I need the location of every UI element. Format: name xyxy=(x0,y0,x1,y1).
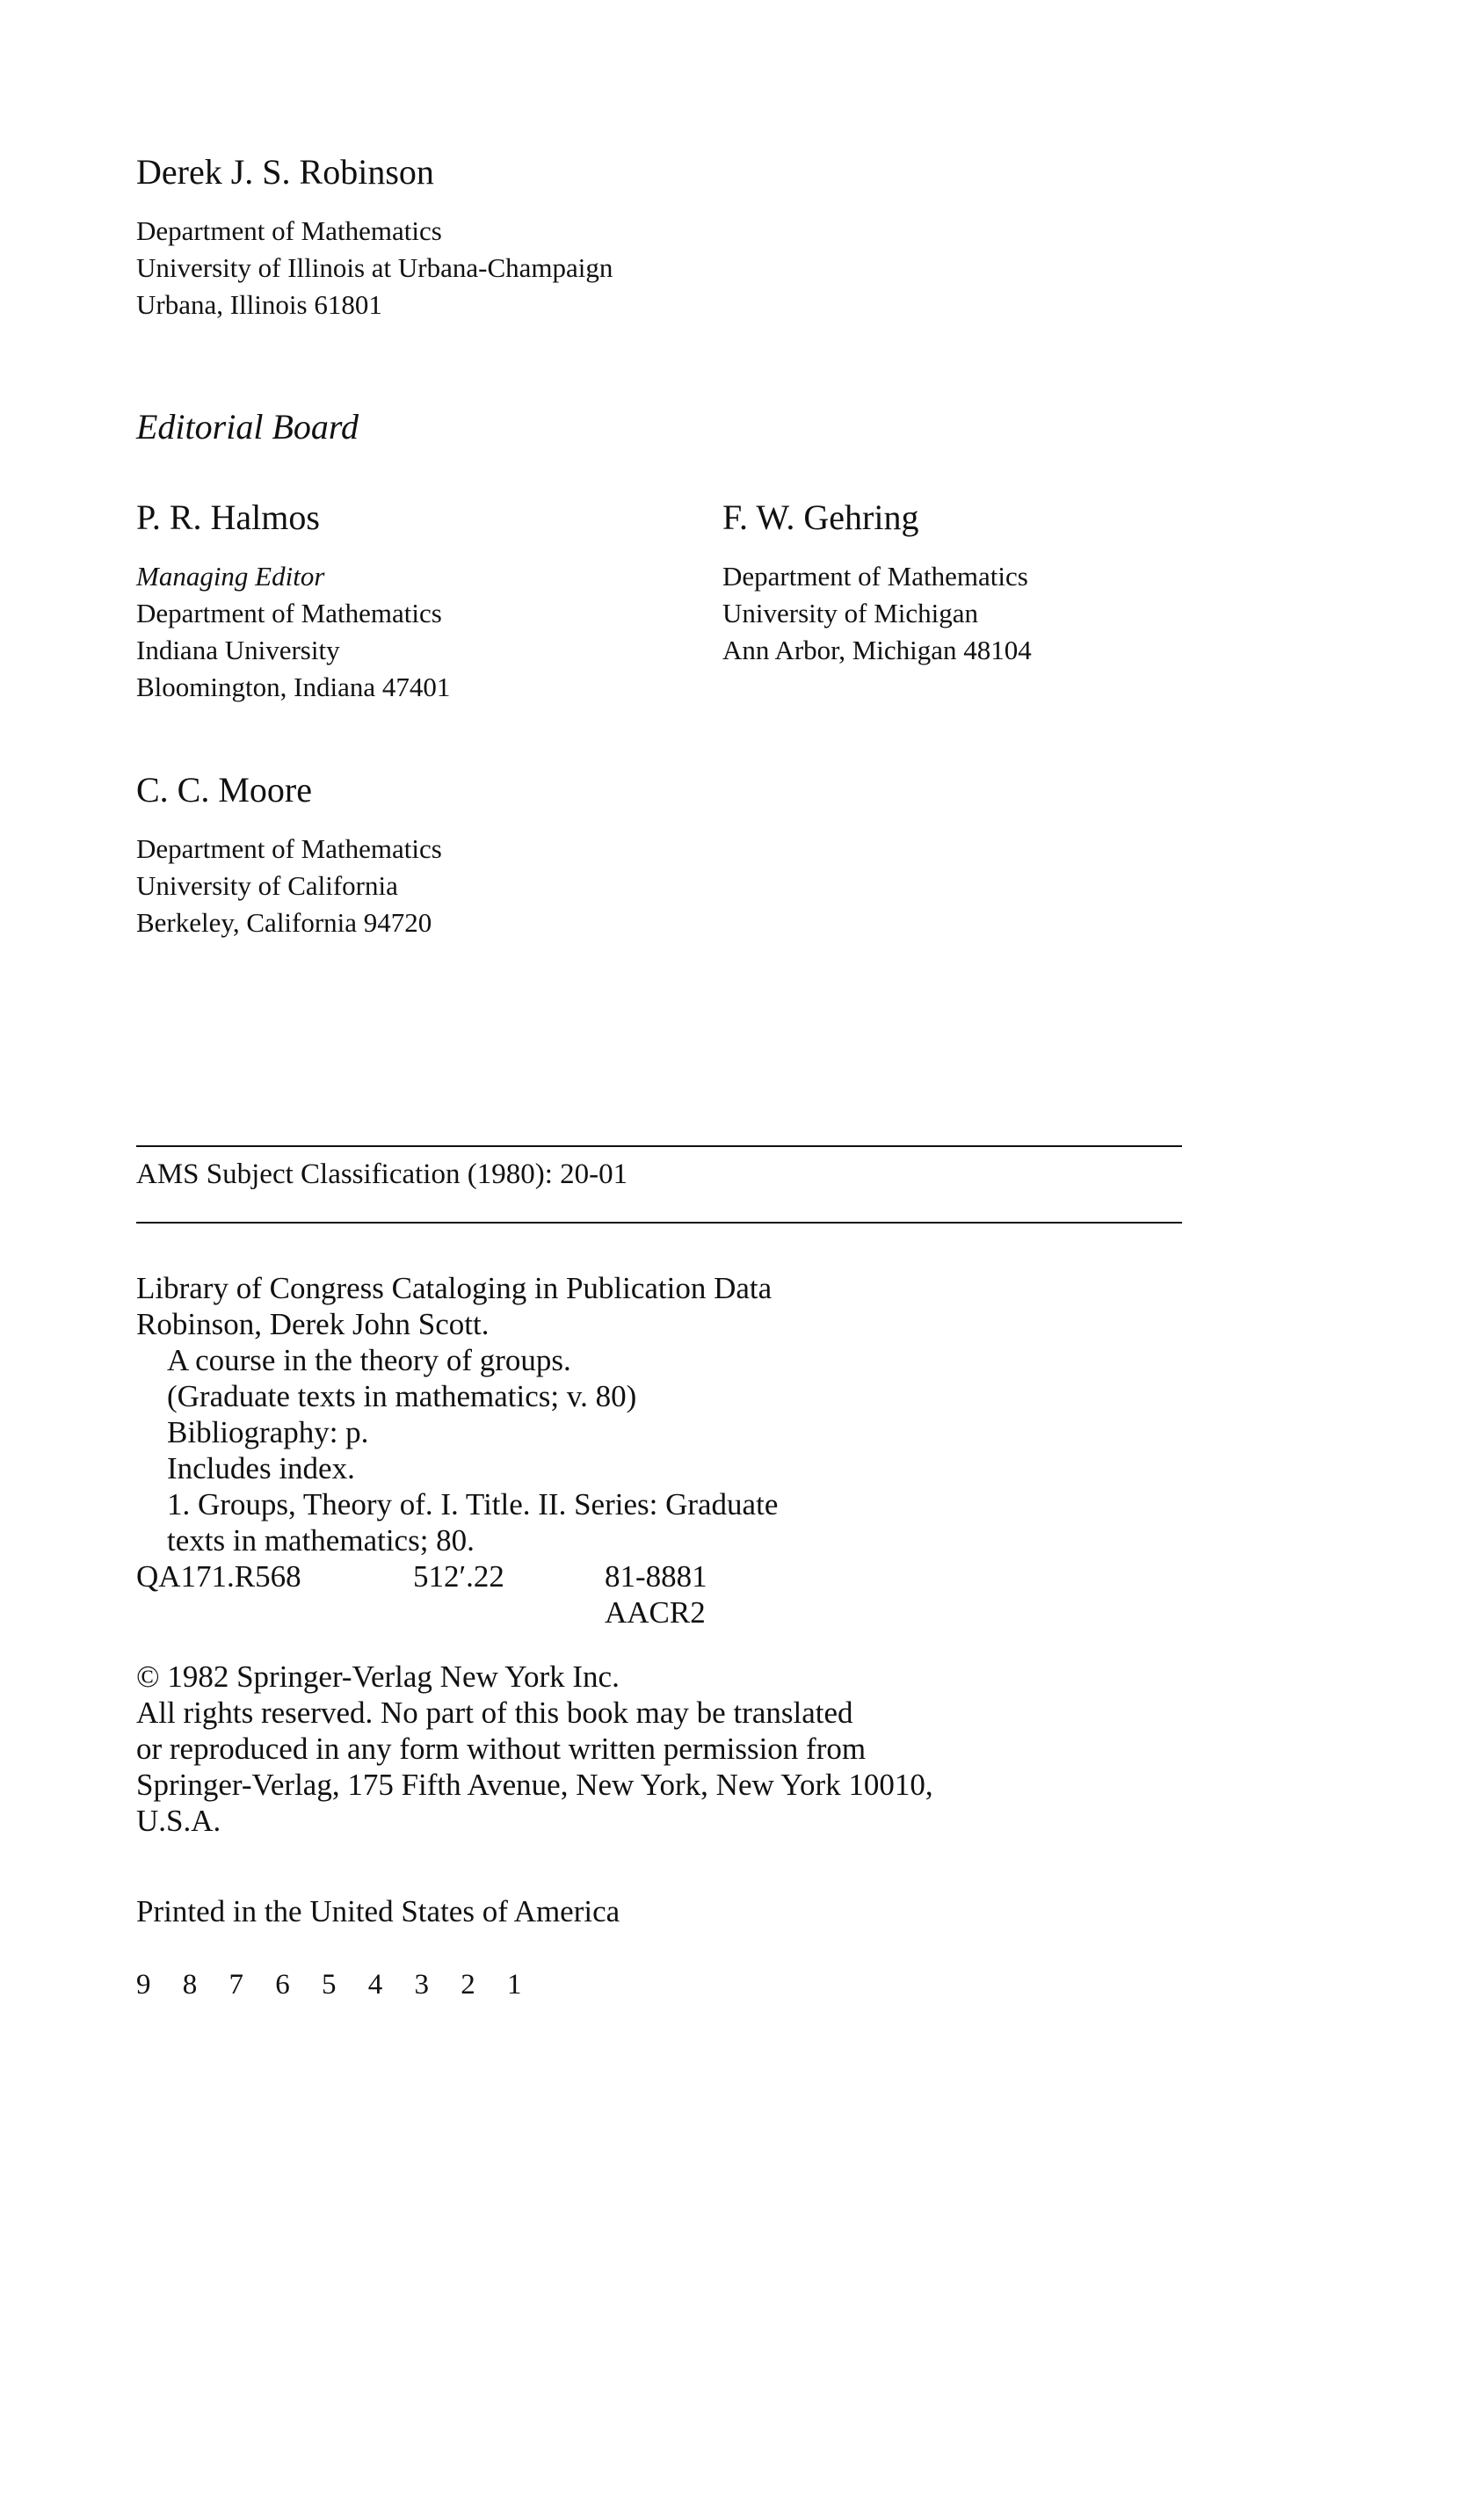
ams-classification: AMS Subject Classification (1980): 20-01 xyxy=(136,1158,628,1190)
copyright-line: © 1982 Springer-Verlag New York Inc. xyxy=(136,1659,620,1694)
editor-role: Managing Editor xyxy=(136,561,325,592)
address-line: Urbana, Illinois 61801 xyxy=(136,289,382,320)
address-line: Indiana University xyxy=(136,635,340,665)
printing-line: 9 8 7 6 5 4 3 2 1 xyxy=(136,1969,534,2001)
copyright-line: All rights reserved. No part of this book may be translated xyxy=(136,1696,853,1730)
address-line: Department of Mathematics xyxy=(722,561,1028,592)
cataloging-block xyxy=(136,1270,1015,1630)
address-line: University of Michigan xyxy=(722,598,979,628)
copyright-line: or reproduced in any form without written permission from xyxy=(136,1732,867,1766)
editorial-board-heading: Editorial Board xyxy=(136,407,359,447)
address-line: Department of Mathematics xyxy=(136,215,442,246)
address-line: Department of Mathematics xyxy=(136,598,442,628)
cataloging-line: Bibliography: p. xyxy=(167,1415,369,1449)
lccn: 81-8881 xyxy=(605,1559,707,1594)
printed-in: Printed in the United States of America xyxy=(136,1894,620,1928)
cataloging-line: texts in mathematics; 80. xyxy=(167,1523,475,1558)
author-name: Derek J. S. Robinson xyxy=(136,152,434,192)
call-number: QA171.R568 xyxy=(136,1559,301,1594)
editor-name: P. R. Halmos xyxy=(136,497,320,537)
editor-address xyxy=(136,558,450,706)
cataloging-rules: AACR2 xyxy=(605,1595,706,1630)
cataloging-rules-row xyxy=(136,1594,1015,1630)
classification-numbers xyxy=(136,1558,1015,1594)
cataloging-line: Library of Congress Cataloging in Publication Data xyxy=(136,1271,773,1305)
editor-name: F. W. Gehring xyxy=(722,497,919,537)
cataloging-line: A course in the theory of groups. xyxy=(167,1343,571,1377)
editor-address xyxy=(136,831,442,941)
editor-address xyxy=(722,558,1032,669)
cataloging-line: (Graduate texts in mathematics; v. 80) xyxy=(167,1379,637,1413)
address-line: University of Illinois at Urbana-Champaign xyxy=(136,252,613,283)
address-line: Ann Arbor, Michigan 48104 xyxy=(722,635,1032,665)
copyright-block xyxy=(136,1659,933,1839)
copyright-line: U.S.A. xyxy=(136,1804,221,1838)
dewey-number: 512′.22 xyxy=(413,1559,504,1594)
editor-name: C. C. Moore xyxy=(136,770,312,810)
bottom-rule xyxy=(136,1222,1182,1224)
address-line: Bloomington, Indiana 47401 xyxy=(136,672,451,702)
author-address xyxy=(136,213,613,323)
address-line: Department of Mathematics xyxy=(136,833,442,864)
top-rule xyxy=(136,1145,1182,1147)
address-line: Berkeley, California 94720 xyxy=(136,907,432,938)
cataloging-line: Robinson, Derek John Scott. xyxy=(136,1307,490,1341)
cataloging-line: Includes index. xyxy=(167,1451,355,1485)
copyright-line: Springer-Verlag, 175 Fifth Avenue, New York, New York 10010, xyxy=(136,1768,933,1802)
address-line: University of California xyxy=(136,870,398,901)
cataloging-line: 1. Groups, Theory of. I. Title. II. Series: Graduate xyxy=(167,1487,779,1521)
